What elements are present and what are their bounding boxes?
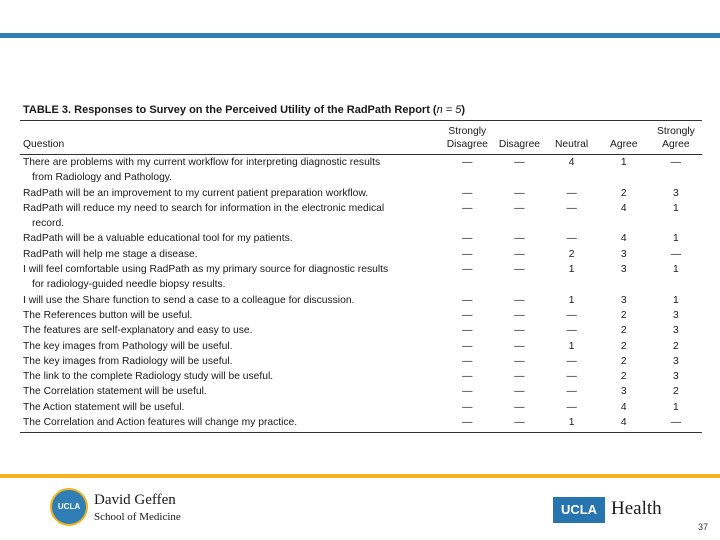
table-row	[20, 155, 702, 186]
disagree-cell: —	[514, 340, 525, 352]
strongly-agree-cell: 2	[673, 386, 679, 398]
neutral-cell: —	[566, 401, 577, 413]
agree-cell: 3	[620, 248, 627, 260]
header-question: Question	[20, 121, 441, 155]
strongly-disagree-cell: —	[462, 355, 473, 367]
table-row	[20, 201, 702, 232]
agree-cell: 3	[620, 294, 627, 306]
strongly-disagree-cell: —	[462, 386, 473, 398]
disagree-cell: —	[514, 386, 525, 398]
neutral-cell: —	[566, 325, 577, 337]
agree-cell: 4	[620, 202, 627, 214]
neutral-cell: —	[566, 202, 577, 214]
strongly-disagree-cell: —	[462, 371, 473, 383]
strongly-agree-cell: 3	[673, 325, 679, 337]
strongly-agree-cell: 3	[673, 371, 679, 383]
question-cell: The key images from Radiology will be useful.	[23, 355, 233, 367]
strongly-agree-cell: 2	[673, 340, 679, 352]
disagree-cell: —	[514, 309, 525, 321]
question-cell: The Correlation and Action features will change my practice.	[20, 415, 441, 433]
disagree-cell: —	[514, 371, 525, 383]
geffen-logo	[50, 488, 190, 530]
question-cell: I will feel comfortable using RadPath as my primary source for diagnostic results for radiology-guided needle biopsy results.	[23, 264, 389, 291]
neutral-cell: —	[566, 233, 577, 245]
strongly-agree-cell: —	[670, 157, 682, 168]
strongly-disagree-cell: —	[462, 401, 473, 413]
disagree-cell: —	[514, 202, 525, 214]
neutral-cell: 1	[546, 415, 598, 433]
agree-cell: 2	[620, 309, 627, 321]
ucla-seal-icon: UCLA	[50, 488, 88, 526]
table-header-row	[20, 121, 702, 155]
question-cell: The References button will be useful.	[23, 309, 193, 321]
strongly-disagree-cell: —	[462, 248, 473, 260]
question-cell: The Correlation statement will be useful.	[23, 386, 207, 398]
header-disagree: Disagree	[493, 121, 545, 155]
question-cell: I will use the Share function to send a case to a colleague for discussion.	[23, 294, 355, 306]
strongly-disagree-cell: —	[462, 202, 473, 214]
disagree-cell: —	[514, 187, 525, 199]
strongly-agree-cell: 1	[673, 294, 679, 306]
table-row	[20, 369, 702, 384]
neutral-cell: 1	[568, 264, 575, 276]
strongly-disagree-cell: —	[462, 340, 473, 352]
disagree-cell: —	[514, 248, 525, 260]
survey-table	[20, 98, 702, 433]
strongly-agree-cell: 1	[673, 264, 679, 276]
responses-table	[20, 121, 702, 433]
neutral-cell: —	[566, 187, 577, 199]
disagree-cell: —	[514, 294, 525, 306]
health-wordmark: Health	[611, 498, 662, 519]
table-row	[20, 323, 702, 338]
question-cell: The link to the complete Radiology study will be useful.	[23, 371, 274, 383]
agree-cell: 3	[620, 386, 627, 398]
strongly-disagree-cell: —	[462, 233, 473, 245]
strongly-agree-cell: 3	[673, 187, 679, 199]
neutral-cell: —	[566, 309, 577, 321]
geffen-name: David Geffen	[94, 492, 176, 508]
strongly-disagree-cell: —	[462, 294, 473, 306]
geffen-school: School of Medicine	[94, 511, 181, 523]
table-caption: TABLE 3. Responses to Survey on the Perceived Utility of the RadPath Report (n = 5)	[20, 98, 702, 121]
disagree-cell: —	[514, 157, 525, 168]
table-row	[20, 262, 702, 293]
strongly-disagree-cell: —	[462, 264, 473, 276]
table-row	[20, 247, 702, 262]
strongly-agree-cell: —	[650, 415, 702, 433]
header-strongly-disagree: Strongly Disagree	[441, 121, 493, 155]
strongly-agree-cell: 3	[673, 355, 679, 367]
agree-cell: 2	[620, 340, 627, 352]
agree-cell: 2	[620, 187, 627, 199]
neutral-cell: —	[566, 386, 577, 398]
neutral-cell: 2	[568, 248, 575, 260]
neutral-cell: —	[566, 355, 577, 367]
neutral-cell: 1	[568, 294, 575, 306]
strongly-disagree-cell: —	[462, 157, 473, 168]
strongly-disagree-cell: —	[441, 415, 493, 433]
bottom-accent-band	[0, 474, 720, 478]
header-strongly-agree: Strongly Agree	[650, 121, 702, 155]
header-neutral: Neutral	[546, 121, 598, 155]
agree-cell: 2	[620, 355, 627, 367]
header-agree: Agree	[598, 121, 650, 155]
page-number: 37	[698, 522, 709, 532]
table-row	[20, 354, 702, 369]
strongly-agree-cell: —	[670, 248, 682, 260]
agree-cell: 3	[620, 264, 627, 276]
question-cell: RadPath will reduce my need to search for information in the electronic medical record.	[23, 202, 385, 230]
neutral-cell: 1	[568, 340, 575, 352]
question-cell: There are problems with my current workflow for interpreting diagnostic results from Radiology and Pathology.	[23, 157, 381, 184]
table-row	[20, 293, 702, 308]
question-cell: The Action statement will be useful.	[23, 401, 185, 413]
ucla-box: UCLA	[553, 497, 605, 523]
disagree-cell: —	[514, 355, 525, 367]
table-row	[20, 186, 702, 201]
table-row	[20, 231, 702, 246]
agree-cell: 4	[598, 415, 650, 433]
question-cell: RadPath will be an improvement to my current patient preparation workflow.	[23, 187, 369, 199]
agree-cell: 2	[620, 325, 627, 337]
table-row	[20, 400, 702, 415]
disagree-cell: —	[493, 415, 545, 433]
strongly-agree-cell: 1	[673, 202, 679, 214]
question-cell: The features are self-explanatory and easy to use.	[23, 325, 253, 337]
disagree-cell: —	[514, 325, 525, 337]
strongly-agree-cell: 1	[673, 401, 679, 413]
question-cell: RadPath will help me stage a disease.	[23, 248, 198, 260]
top-accent-band	[0, 33, 720, 38]
strongly-disagree-cell: —	[462, 187, 473, 199]
table-row	[20, 308, 702, 323]
disagree-cell: —	[514, 401, 525, 413]
table-body	[20, 155, 702, 433]
agree-cell: 4	[620, 233, 627, 245]
strongly-agree-cell: 1	[673, 233, 679, 245]
strongly-disagree-cell: —	[462, 325, 473, 337]
question-cell: RadPath will be a valuable educational tool for my patients.	[23, 233, 293, 245]
agree-cell: 1	[620, 157, 627, 168]
disagree-cell: —	[514, 233, 525, 245]
disagree-cell: —	[514, 264, 525, 276]
agree-cell: 4	[620, 401, 627, 413]
strongly-disagree-cell: —	[462, 309, 473, 321]
question-cell: The key images from Pathology will be useful.	[23, 340, 233, 352]
table-row	[20, 384, 702, 399]
agree-cell: 2	[620, 371, 627, 383]
neutral-cell: —	[566, 371, 577, 383]
table-row	[20, 415, 702, 433]
neutral-cell: 4	[568, 157, 575, 168]
table-row	[20, 339, 702, 354]
strongly-agree-cell: 3	[673, 309, 679, 321]
